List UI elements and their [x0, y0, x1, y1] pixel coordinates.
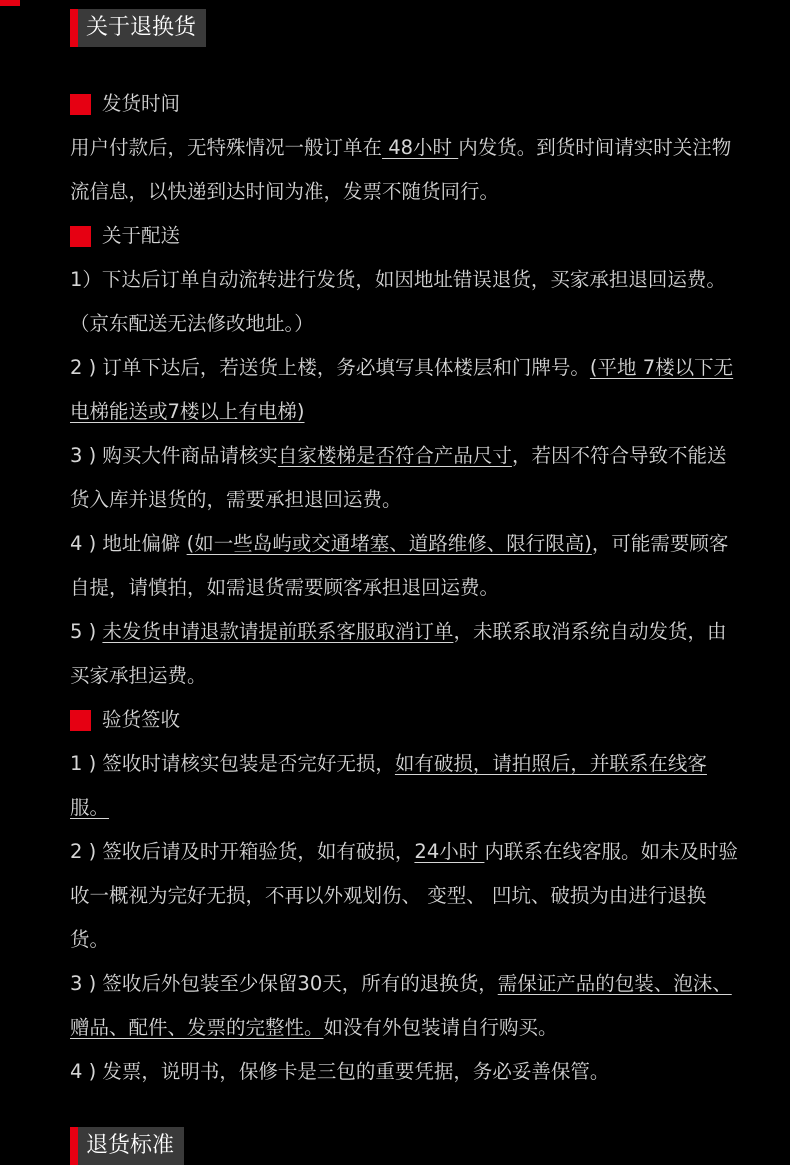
red-square-icon — [70, 94, 91, 115]
text: 2 ) 签收后请及时开箱验货，如有破损， — [70, 840, 415, 863]
inspection-item-4: 4 ) 发票，说明书，保修卡是三包的重要凭据，务必妥善保管。 — [70, 1060, 610, 1083]
heading-inspection — [70, 698, 740, 742]
text: 4 ) 地址偏僻 — [70, 532, 187, 555]
text: 2 ) 订单下达后，若送货上楼，务必填写具体楼层和门牌号。 — [70, 356, 590, 379]
section-title-return-standards — [70, 1127, 184, 1165]
corner-accent — [0, 0, 20, 6]
policy-content — [70, 82, 740, 1094]
red-square-icon — [70, 710, 91, 731]
text: 3 ) 购买大件商品请核实 — [70, 444, 278, 467]
text: 内发货。到货时间请实时关注物流信息，以快递到达时间为准，发票不随货同行。 — [70, 136, 732, 203]
text: 内联系在线客服。如未及时验收一概视为完好无损，不再以外观划伤、 变型、 凹坑、破损为由进行退换货。 — [70, 840, 738, 951]
underlined-text: 24小时 — [414, 840, 485, 863]
title-accent-bar — [70, 9, 78, 47]
inspection-item-1 — [70, 742, 740, 830]
heading-label: 验货签收 — [102, 708, 181, 731]
title-label: 退货标准 — [78, 1127, 184, 1165]
text: 5 ) — [70, 620, 103, 643]
underlined-text: 如有破损，请拍照后，并联系在线客服。 — [70, 752, 707, 819]
underlined-text: 需保证产品的包装、泡沫、赠品、配件、发票的完整性。 — [70, 972, 732, 1039]
underlined-text: 未发货申请退款请提前联系客服取消订单 — [102, 620, 454, 643]
text: 如没有外包装请自行购买。 — [323, 1016, 558, 1039]
text: 1 ) 签收时请核实包装是否完好无损， — [70, 752, 395, 775]
delivery-item-3 — [70, 434, 740, 522]
delivery-item-2 — [70, 346, 740, 434]
inspection-item-2 — [70, 830, 740, 962]
delivery-item-5 — [70, 610, 740, 698]
section-title-returns — [70, 9, 206, 47]
title-accent-bar — [70, 1127, 78, 1165]
shipping-time-paragraph — [70, 126, 740, 214]
delivery-item-1: 1）下达后订单自动流转进行发货，如因地址错误退货，买家承担退回运费。（京东配送无法修改地址。） — [70, 268, 726, 335]
heading-shipping-time — [70, 82, 740, 126]
delivery-item-4 — [70, 522, 740, 610]
underlined-text: 自家楼梯是否符合产品尺寸 — [277, 444, 512, 467]
inspection-item-3 — [70, 962, 740, 1050]
heading-label: 关于配送 — [102, 224, 181, 247]
underlined-text: (平地 7楼以下无电梯能送或7楼以上有电梯) — [70, 356, 734, 423]
text: 3 ) 签收后外包装至少保留30天，所有的退换货， — [70, 972, 498, 995]
underlined-text: (如一些岛屿或交通堵塞、道路维修、限行限高) — [186, 532, 592, 555]
text: ，若因不符合导致不能送货入库并退货的，需要承担退回运费。 — [70, 444, 727, 511]
underlined-text: 48小时 — [382, 136, 459, 159]
red-square-icon — [70, 226, 91, 247]
heading-label: 发货时间 — [102, 92, 181, 115]
title-label: 关于退换货 — [78, 9, 206, 47]
heading-delivery — [70, 214, 740, 258]
text: ，可能需要顾客自提，请慎拍，如需退货需要顾客承担退回运费。 — [70, 532, 729, 599]
text: ，未联系取消系统自动发货，由买家承担运费。 — [70, 620, 727, 687]
text: 用户付款后，无特殊情况一般订单在 — [70, 136, 383, 159]
